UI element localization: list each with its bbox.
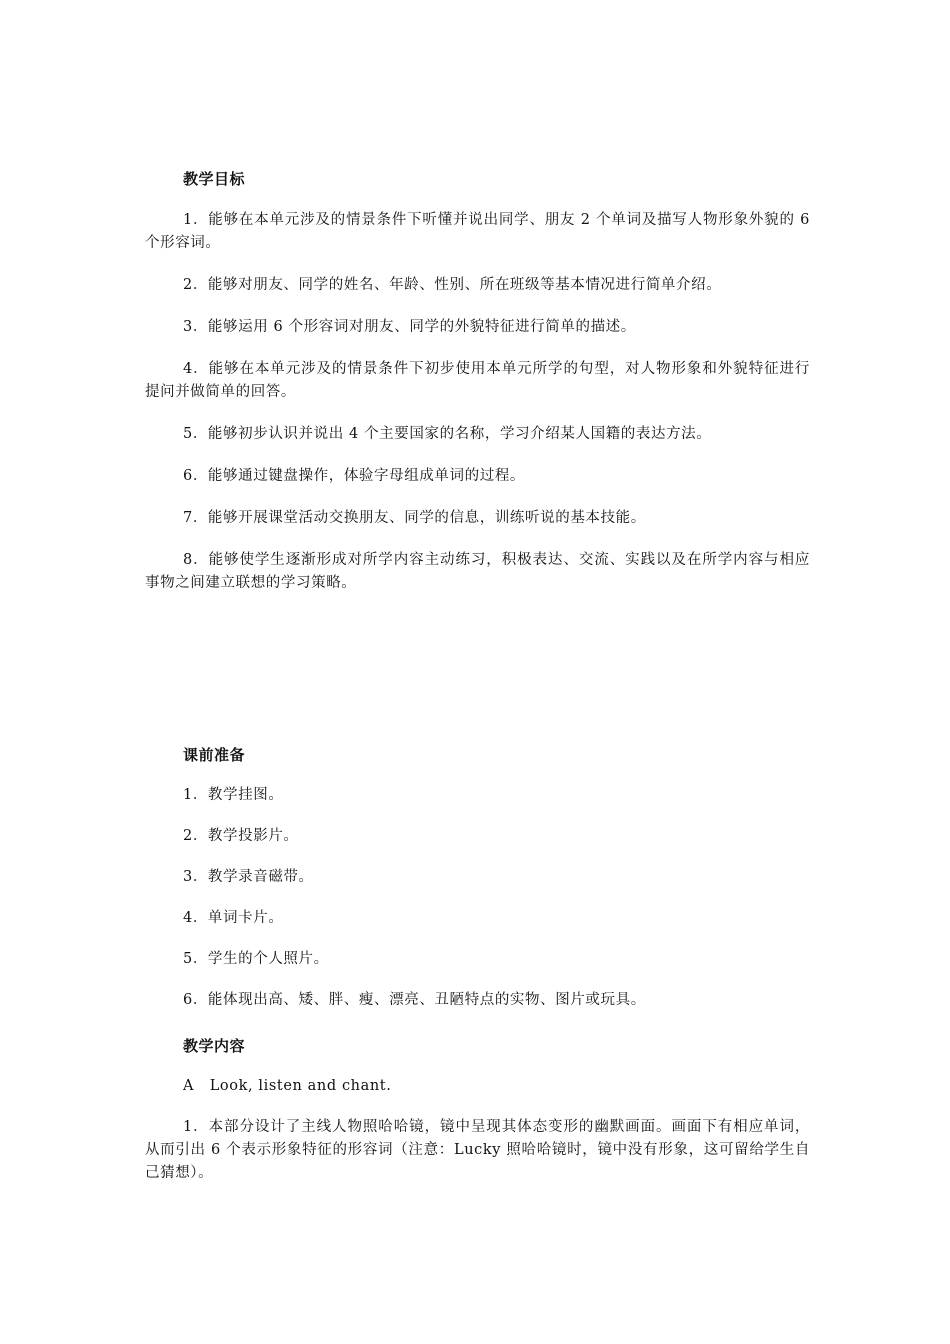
preparation-item: 6．能体现出高、矮、胖、瘦、漂亮、丑陋特点的实物、图片或玩具。: [183, 992, 646, 1008]
objective-item: 5．能够初步认识并说出 4 个主要国家的名称，学习介绍某人国籍的表达方法。: [183, 426, 712, 442]
objective-item: 6．能够通过键盘操作，体验字母组成单词的过程。: [183, 468, 526, 484]
preparation-item: 1．教学挂图。: [183, 787, 284, 803]
preparation-section: [145, 744, 810, 1012]
preparation-item: 5．学生的个人照片。: [183, 951, 329, 967]
preparation-item: 4．单词卡片。: [183, 910, 284, 926]
objective-item: 1．能够在本单元涉及的情景条件下听懂并说出同学、朋友 2 个单词及描写人物形象外貌的 6 个形容词。: [145, 212, 810, 251]
preparation-item: 3．教学录音磁带。: [183, 869, 314, 885]
objective-item: 8．能够使学生逐渐形成对所学内容主动练习，积极表达、交流、实践以及在所学内容与相应事物之间建立联想的学习策略。: [145, 552, 810, 591]
content-heading: 教学内容: [183, 1037, 246, 1055]
objective-item: 2．能够对朋友、同学的姓名、年龄、性别、所在班级等基本情况进行简单介绍。: [183, 277, 722, 293]
objective-item: 3．能够运用 6 个形容词对朋友、同学的外貌特征进行简单的描述。: [183, 319, 636, 335]
objectives-section: [145, 168, 810, 595]
content-subheading: A Look, listen and chant.: [183, 1078, 392, 1094]
objective-item: 4．能够在本单元涉及的情景条件下初步使用本单元所学的句型，对人物形象和外貌特征进行提问并做简单的回答。: [145, 361, 810, 400]
content-section: [145, 1035, 810, 1185]
preparation-item: 2．教学投影片。: [183, 828, 299, 844]
content-item: 1．本部分设计了主线人物照哈哈镜，镜中呈现其体态变形的幽默画面。画面下有相应单词，从而引出 6 个表示形象特征的形容词（注意：Lucky 照哈哈镜时，镜中没有形象，这可留给学生自己猜想）。: [145, 1119, 810, 1181]
objectives-heading: 教学目标: [183, 170, 246, 188]
objective-item: 7．能够开展课堂活动交换朋友、同学的信息，训练听说的基本技能。: [183, 510, 646, 526]
preparation-heading: 课前准备: [183, 746, 246, 764]
